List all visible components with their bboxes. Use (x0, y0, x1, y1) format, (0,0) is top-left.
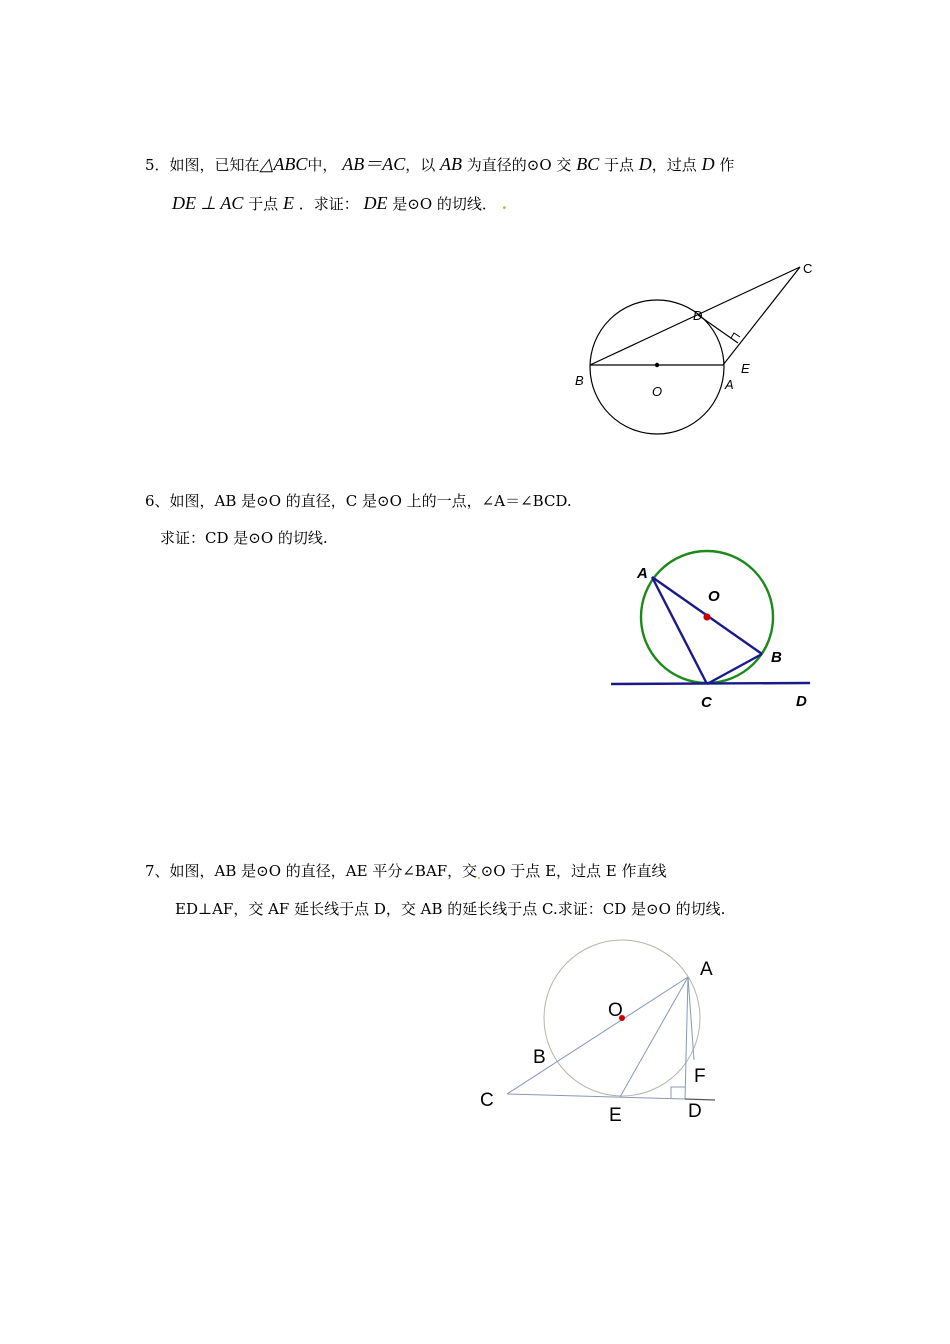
label-o: O (708, 588, 720, 605)
segment-af (688, 977, 694, 1060)
segment-ac (723, 267, 800, 365)
text: ．求证： (298, 195, 359, 213)
problem-7-figure (470, 935, 760, 1135)
label-d: D (693, 308, 703, 323)
segment-ca (507, 977, 688, 1094)
center-point (703, 613, 710, 620)
label-o: O (652, 384, 663, 399)
label-c: C (701, 694, 712, 711)
problem-6-line-2: 求证：CD 是⊙O 的切线. (160, 529, 328, 547)
math: AB (440, 154, 462, 174)
text: ⊙O 于点 E，过点 E 作直线 (480, 862, 667, 880)
text: 为直径的⊙O 交 (466, 156, 572, 174)
problem-number: 5． (145, 156, 170, 174)
label-a: A (700, 959, 713, 980)
math: △ABC (259, 154, 308, 174)
label-a: A (725, 377, 734, 392)
label-f: F (694, 1066, 706, 1087)
label-a: A (637, 565, 648, 582)
problem-6-line-1: 6、如图，AB 是⊙O 的直径，C 是⊙O 上的一点，∠A＝∠BCD. (145, 492, 572, 510)
problem-7-line-2: ED⊥AF，交 AF 延长线于点 D，交 AB 的延长线于点 C.求证：CD 是⊙O 的切线. (175, 900, 726, 918)
label-e: E (741, 361, 750, 376)
problem-6-figure (600, 545, 845, 715)
problem-5-line-2 (172, 193, 507, 214)
math: BC (576, 154, 600, 174)
text: 如图，已知在 (169, 156, 260, 174)
text: 7、如图，AB 是⊙O 的直径，AE 平分∠BAF，交 (145, 862, 478, 880)
edit-mark: . (501, 195, 507, 213)
math: AB＝AC (342, 154, 406, 174)
text: 作 (719, 156, 735, 174)
center-point (655, 363, 659, 367)
math: D (701, 154, 715, 174)
segment-ad (685, 977, 688, 1099)
label-b: B (533, 1047, 546, 1068)
text: 中， (307, 156, 338, 174)
edit-mark: . (477, 871, 481, 882)
label-o: O (608, 1000, 623, 1021)
text: 于点 (248, 195, 279, 213)
math: DE (363, 193, 388, 213)
segment-cd (507, 1094, 685, 1099)
label-d: D (796, 693, 807, 710)
right-angle-mark (671, 1087, 685, 1098)
math: E (282, 193, 294, 213)
dark-segment (685, 1099, 715, 1100)
text: 是⊙O 的切线． (392, 195, 497, 213)
segment-ac (652, 577, 707, 684)
label-c: C (480, 1090, 494, 1111)
label-e: E (609, 1105, 622, 1126)
problem-5-figure (560, 255, 820, 445)
math: DE ⊥ AC (172, 193, 244, 213)
segment-ae (620, 977, 688, 1097)
text: ，过点 (651, 156, 697, 174)
right-angle-mark (731, 333, 740, 338)
label-b: B (575, 373, 584, 388)
label-c: C (803, 261, 813, 276)
text: 于点 (604, 156, 635, 174)
text: ，以 (405, 156, 436, 174)
problem-5-line-1 (145, 150, 734, 176)
label-d: D (688, 1101, 702, 1122)
math: D (638, 154, 652, 174)
label-b: B (771, 649, 782, 666)
problem-7-line-1 (145, 860, 667, 881)
segment-bc (707, 654, 762, 684)
